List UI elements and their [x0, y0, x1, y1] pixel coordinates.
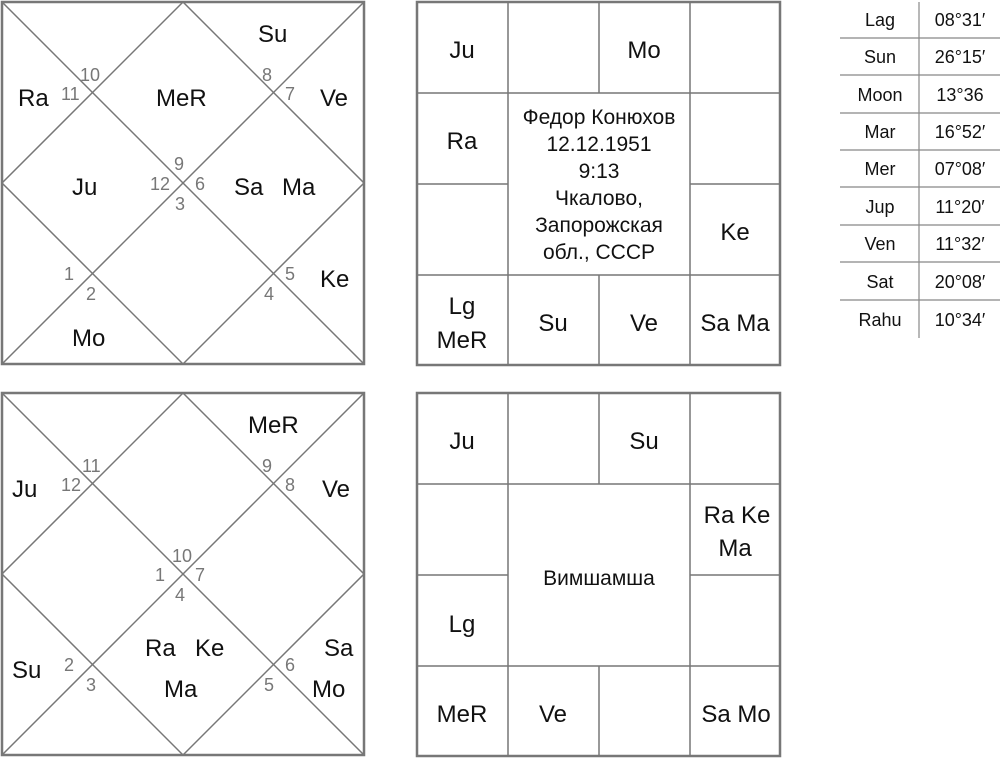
planet-ke: Ke — [195, 635, 225, 662]
table-planet-ven: Ven — [864, 234, 896, 254]
house-number-2: 2 — [64, 655, 75, 675]
cell-ke: Ke — [720, 219, 750, 246]
house-number-1: 1 — [64, 264, 75, 284]
birth-place-country: обл., СССР — [542, 241, 656, 264]
planet-mo: Mo — [72, 325, 106, 352]
house-number-8: 8 — [285, 475, 296, 495]
house-number-4: 4 — [264, 284, 275, 304]
table-planet-mar: Mar — [864, 122, 896, 142]
house-number-9: 9 — [262, 456, 273, 476]
table-degree-ven: 11°32′ — [935, 234, 985, 254]
house-number-12: 12 — [61, 475, 82, 495]
table-degree-sat: 20°08′ — [934, 272, 986, 292]
planet-su: Su — [12, 657, 42, 684]
birth-date: 12.12.1951 — [546, 133, 652, 156]
table-degree-mar: 16°52′ — [934, 122, 986, 142]
table-planet-lag: Lag — [864, 10, 896, 30]
table-degree-lag: 08°31′ — [934, 10, 986, 30]
house-number-11: 11 — [82, 456, 101, 476]
cell-ve: Ve — [629, 310, 659, 337]
cell-lg: Lg — [448, 293, 476, 320]
chart-label-vimshamsha: Вимшамша — [543, 567, 655, 590]
cell-ra: Ra — [446, 128, 478, 155]
house-number-11: 11 — [61, 84, 80, 104]
cell-mer: MeR — [436, 327, 488, 354]
planet-su: Su — [258, 21, 288, 48]
planet-sa: Sa — [234, 174, 264, 201]
planet-ve: Ve — [322, 476, 351, 503]
house-number-7: 7 — [285, 84, 296, 104]
birth-place-city: Чкалово, — [555, 187, 643, 210]
cell-ju: Ju — [449, 37, 475, 64]
birth-place-region: Запорожская — [535, 214, 663, 237]
birth-time: 9:13 — [578, 160, 620, 183]
table-planet-sun: Sun — [863, 47, 897, 67]
cell-sa-ma: Sa Ma — [700, 310, 770, 337]
table-degree-rahu: 10°34′ — [934, 310, 986, 330]
cell-ma: Ma — [718, 535, 752, 562]
house-number-5: 5 — [264, 675, 275, 695]
planet-ra: Ra — [18, 85, 49, 112]
planet-ve: Ve — [320, 85, 349, 112]
house-number-10: 10 — [172, 546, 193, 566]
birth-name: Федор Конюхов — [522, 106, 676, 129]
south-chart-d20 — [417, 393, 780, 756]
table-planet-rahu: Rahu — [858, 310, 902, 330]
house-number-8: 8 — [262, 65, 273, 85]
house-number-5: 5 — [285, 264, 296, 284]
house-number-10: 10 — [80, 65, 101, 85]
house-number-12: 12 — [150, 174, 171, 194]
cell-su: Su — [629, 428, 659, 455]
house-number-3: 3 — [86, 675, 97, 695]
table-planet-moon: Moon — [857, 85, 903, 105]
planet-mer: MeR — [248, 412, 299, 439]
cell-su: Su — [538, 310, 568, 337]
cell-mo: Mo — [627, 37, 661, 64]
planet-ju: Ju — [12, 476, 38, 503]
house-number-4: 4 — [175, 585, 186, 605]
table-degree-mer: 07°08′ — [934, 159, 986, 179]
planet-mo: Mo — [312, 676, 346, 703]
table-degree-sun: 26°15′ — [934, 47, 986, 67]
cell-lg: Lg — [448, 611, 476, 638]
cell-ju: Ju — [449, 428, 475, 455]
house-number-6: 6 — [195, 174, 206, 194]
house-number-1: 1 — [155, 565, 166, 585]
planet-sa: Sa — [324, 635, 354, 662]
table-planet-jup: Jup — [865, 197, 895, 217]
cell-ve: Ve — [538, 701, 568, 728]
north-chart-rasi — [2, 2, 364, 364]
house-number-6: 6 — [285, 655, 296, 675]
cell-sa-mo: Sa Mo — [701, 701, 771, 728]
planet-mer: MeR — [156, 85, 207, 112]
house-number-9: 9 — [174, 154, 185, 174]
table-planet-mer: Mer — [864, 159, 896, 179]
house-number-7: 7 — [195, 565, 206, 585]
house-number-2: 2 — [86, 284, 97, 304]
planet-ra: Ra — [145, 635, 176, 662]
planet-ju: Ju — [72, 174, 98, 201]
north-chart-d20 — [2, 393, 364, 755]
south-chart-rasi — [417, 2, 780, 365]
table-degree-jup: 11°20′ — [935, 197, 985, 217]
house-number-3: 3 — [175, 194, 186, 214]
planet-ma: Ma — [282, 174, 316, 201]
longitude-table — [840, 2, 1000, 338]
table-planet-sat: Sat — [866, 272, 894, 292]
table-degree-moon: 13°36 — [936, 85, 984, 105]
planet-ma: Ma — [164, 676, 198, 703]
cell-ra-ke: Ra Ke — [703, 502, 771, 529]
planet-ke: Ke — [320, 266, 350, 293]
cell-mer: MeR — [436, 701, 488, 728]
